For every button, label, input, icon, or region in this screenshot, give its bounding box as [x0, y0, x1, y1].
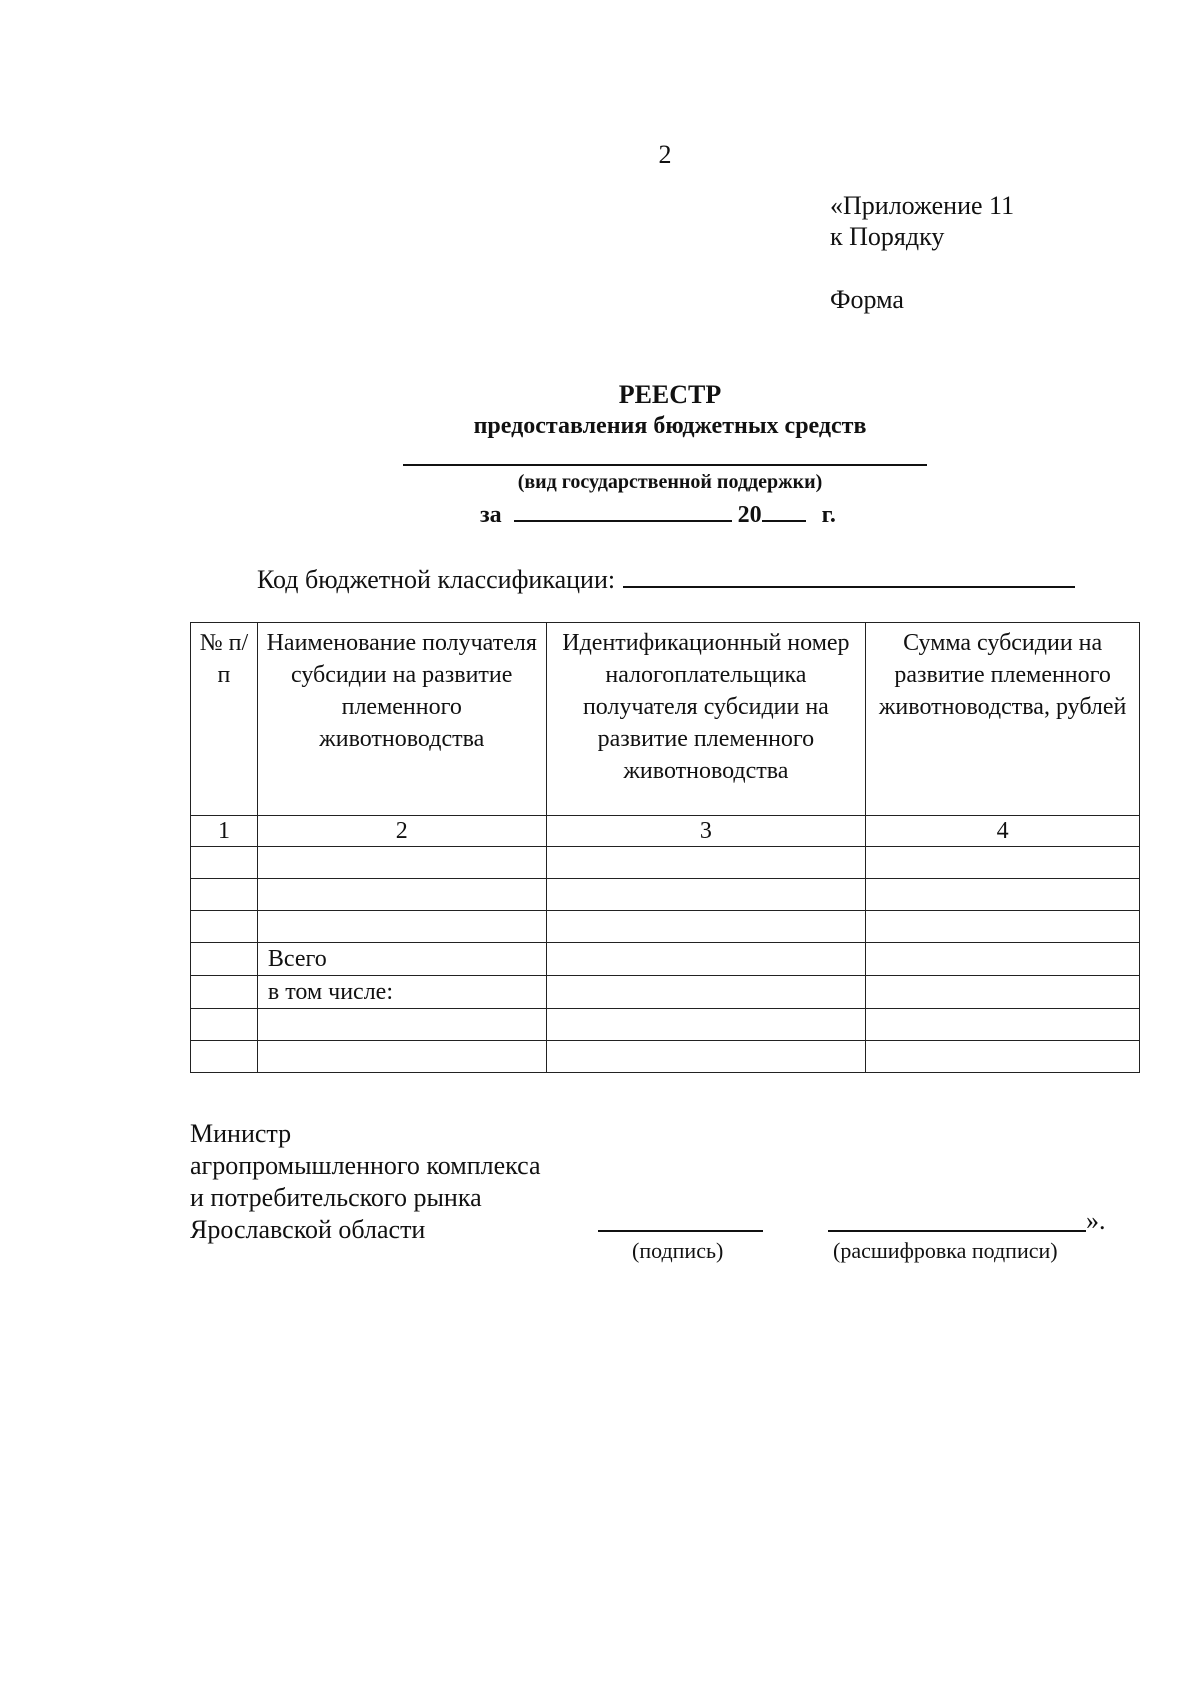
- table-row: [191, 1009, 1140, 1041]
- header-recipient-name: Наименование получателя субсидии на развитие племенного животноводства: [257, 623, 546, 816]
- table-cell: [257, 847, 546, 879]
- table-cell: [866, 976, 1140, 1009]
- column-number-row: [191, 816, 1140, 847]
- document-title: РЕЕСТР: [618, 380, 722, 409]
- table-cell: [546, 1009, 866, 1041]
- total-row: [191, 943, 1140, 976]
- period-year: 20: [737, 502, 762, 528]
- period-suffix: г.: [821, 502, 836, 528]
- signature-caption: (подпись): [632, 1238, 724, 1263]
- including-label: в том числе:: [257, 976, 546, 1009]
- table-row: [191, 1041, 1140, 1073]
- registry-table: [190, 622, 1140, 1073]
- table-cell: [546, 976, 866, 1009]
- page-number: 2: [658, 140, 672, 169]
- reporting-period: [480, 500, 836, 529]
- header-number: № п/п: [191, 623, 258, 816]
- signature-line: [598, 1230, 763, 1232]
- support-type-caption: (вид государственной поддержки): [517, 471, 823, 493]
- header-subsidy-amount: Сумма субсидии на развитие племенного животноводства, рублей: [866, 623, 1140, 816]
- signatory-position: [190, 1118, 541, 1246]
- table-cell: [866, 911, 1140, 943]
- including-row: [191, 976, 1140, 1009]
- decryption-caption: (расшифровка подписи): [833, 1238, 1058, 1263]
- table-cell: [257, 879, 546, 911]
- table-row: [191, 911, 1140, 943]
- column-number: 4: [866, 816, 1140, 847]
- table-cell: [257, 1041, 546, 1073]
- decryption-line: [828, 1230, 1086, 1232]
- table-cell: [191, 943, 258, 976]
- year-blank: [762, 500, 806, 522]
- table-cell: [546, 943, 866, 976]
- table-cell: [191, 847, 258, 879]
- table-row: [191, 879, 1140, 911]
- table-header-row: [191, 623, 1140, 816]
- column-number: 1: [191, 816, 258, 847]
- table-cell: [546, 1041, 866, 1073]
- table-cell: [546, 911, 866, 943]
- closing-quote: ».: [1086, 1206, 1106, 1235]
- annex-line-1: «Приложение 11: [830, 191, 1015, 220]
- total-label: Всего: [257, 943, 546, 976]
- budget-classification-code: [257, 565, 1075, 595]
- position-line: агропромышленного комплекса: [190, 1151, 541, 1180]
- period-prefix: за: [480, 502, 502, 528]
- position-line: Ярославской области: [190, 1215, 426, 1244]
- table-cell: [866, 847, 1140, 879]
- table-cell: [191, 976, 258, 1009]
- annex-line-2: к Порядку: [830, 222, 945, 251]
- table-cell: [866, 1041, 1140, 1073]
- column-number: 2: [257, 816, 546, 847]
- table-cell: [866, 1009, 1140, 1041]
- table-cell: [191, 879, 258, 911]
- position-line: и потребительского рынка: [190, 1183, 482, 1212]
- table-cell: [191, 911, 258, 943]
- kbk-blank: [623, 566, 1075, 588]
- document-subtitle: предоставления бюджетных средств: [473, 413, 867, 439]
- form-label: Форма: [830, 285, 904, 314]
- table-cell: [546, 879, 866, 911]
- header-taxpayer-id: Идентификационный номер налогоплательщика получателя субсидии на развитие племенного животноводства: [546, 623, 866, 816]
- table-cell: [191, 1041, 258, 1073]
- table-cell: [257, 1009, 546, 1041]
- table-cell: [866, 943, 1140, 976]
- table-cell: [257, 911, 546, 943]
- table-cell: [546, 847, 866, 879]
- support-type-blank-line: [403, 464, 927, 466]
- table-row: [191, 847, 1140, 879]
- table-cell: [191, 1009, 258, 1041]
- kbk-label: Код бюджетной классификации:: [257, 565, 616, 594]
- column-number: 3: [546, 816, 866, 847]
- period-blank: [514, 500, 732, 522]
- annex-reference: [830, 190, 1014, 252]
- position-line: Министр: [190, 1119, 292, 1148]
- table-cell: [866, 879, 1140, 911]
